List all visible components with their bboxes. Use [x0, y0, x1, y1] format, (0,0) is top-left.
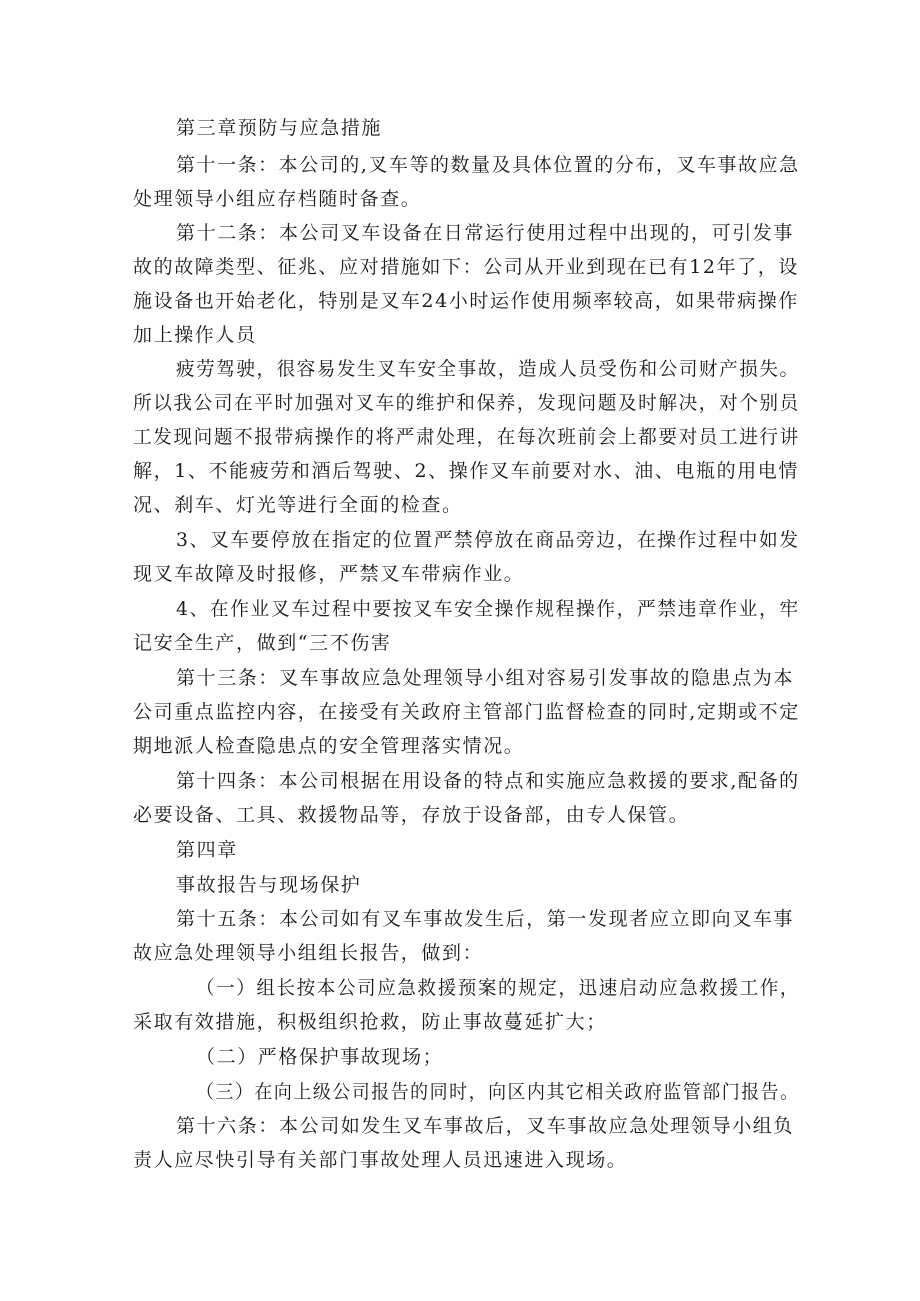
article-16-line-2: 责人应尽快引导有关部门事故处理人员迅速进入现场。 [133, 1149, 628, 1171]
article-15-line-2: 故应急处理领导小组组长报告，做到： [133, 942, 484, 964]
article-14-line-1: 第十四条：本公司根据在用设备的特点和实施应急救援的要求,配备的 [176, 770, 800, 792]
item-3-line-2: 现叉车故障及时报修，严禁叉车带病作业。 [133, 563, 525, 585]
article-11-line-1: 第十一条：本公司的,叉车等的数量及具体位置的分布，叉车事故应急 [176, 154, 800, 176]
clause-1-line-1: （一）组长按本公司应急救援预案的规定，迅速启动应急救援工作， [196, 977, 800, 999]
clause-3: （三）在向上级公司报告的同时，向区内其它相关政府监管部门报告。 [196, 1081, 800, 1103]
paragraph-fatigue-line-4: 解，1、不能疲劳和酒后驾驶、2、操作叉车前要对水、油、电瓶的用电情 [133, 460, 799, 482]
paragraph-fatigue-line-3: 工发现问题不报带病操作的将严肃处理，在每次班前会上都要对员工进行讲 [133, 426, 800, 448]
paragraph-fatigue-line-5: 况、刹车、灯光等进行全面的检查。 [133, 494, 463, 516]
article-13-line-3: 期地派人检查隐患点的安全管理落实情况。 [133, 735, 525, 757]
clause-1-line-2: 采取有效措施，积极组织抢救，防止事故蔓延扩大； [133, 1011, 607, 1033]
chapter-4-heading: 第四章 [176, 839, 238, 861]
article-13-line-2: 公司重点监控内容，在接受有关政府主管部门监督检查的同时,定期或不定 [133, 701, 800, 723]
article-11-line-2: 处理领导小组应存档随时备查。 [133, 188, 422, 210]
article-16-line-1: 第十六条：本公司如发生叉车事故后，叉车事故应急处理领导小组负 [176, 1115, 795, 1137]
paragraph-fatigue-line-2: 所以我公司在平时加强对叉车的维护和保养，发现问题及时解决，对个别员 [133, 392, 800, 414]
article-12-line-3: 施设备也开始老化，特别是叉车24小时运作使用频率较高，如果带病操作 [133, 290, 799, 312]
article-12-line-2: 故的故障类型、征兆、应对措施如下：公司从开业到现在已有12年了，设 [133, 256, 799, 278]
article-14-line-2: 必要设备、工具、救援物品等，存放于设备部，由专人保管。 [133, 804, 690, 826]
chapter-3-heading: 第三章预防与应急措施 [176, 117, 383, 139]
clause-2: （二）严格保护事故现场； [196, 1046, 444, 1068]
article-13-line-1: 第十三条：叉车事故应急处理领导小组对容易引发事故的隐患点为本 [176, 667, 795, 689]
article-15-line-1: 第十五条：本公司如有叉车事故发生后，第一发现者应立即向叉车事 [176, 908, 795, 930]
article-12-line-1: 第十二条：本公司叉车设备在日常运行使用过程中出现的，可引发事 [176, 222, 795, 244]
item-4-line-2: 记安全生产，做到“三不伤害 [133, 632, 392, 654]
article-12-line-4: 加上操作人员 [133, 324, 257, 346]
item-4-line-1: 4、在作业叉车过程中要按叉车安全操作规程操作，严禁违章作业，牢 [176, 598, 800, 620]
paragraph-fatigue-line-1: 疲劳驾驶，很容易发生叉车安全事故，造成人员受伤和公司财产损失。 [176, 358, 800, 380]
chapter-4-title: 事故报告与现场保护 [176, 874, 362, 896]
item-3-line-1: 3、叉车要停放在指定的位置严禁停放在商品旁边，在操作过程中如发 [176, 529, 800, 551]
